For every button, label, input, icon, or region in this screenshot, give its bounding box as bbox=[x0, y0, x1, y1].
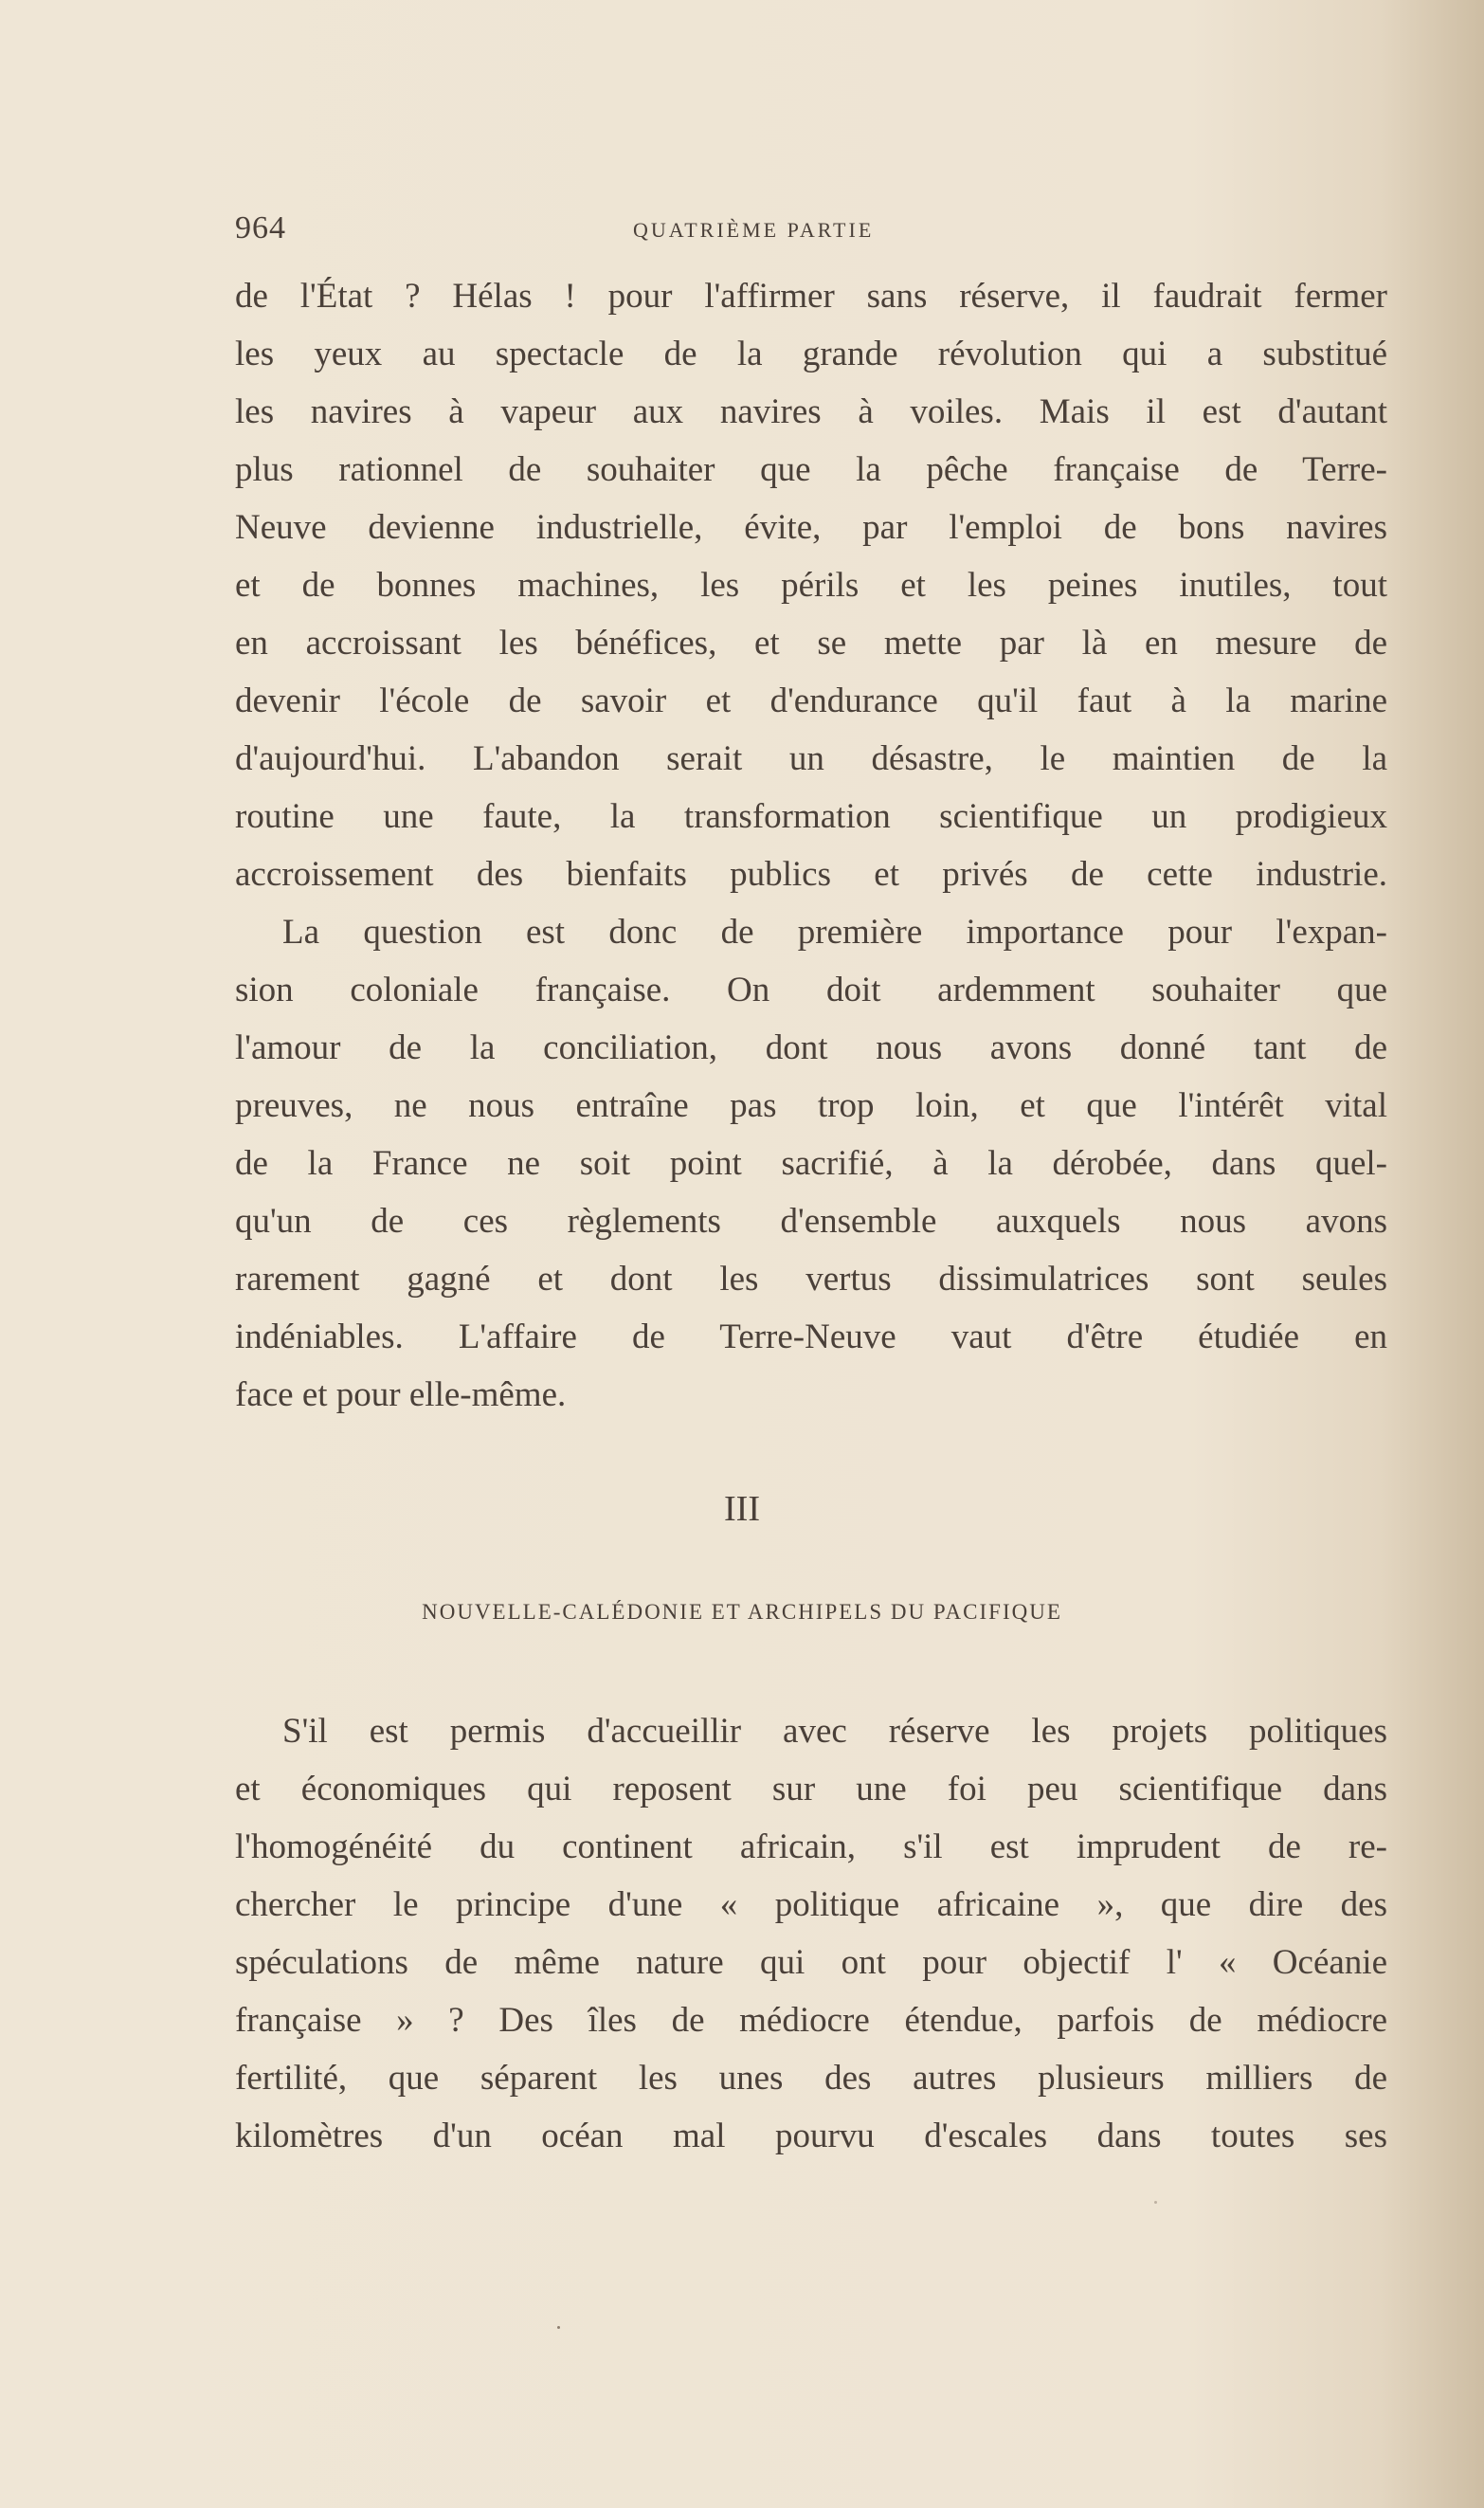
text-line: indéniables. L'affaire de Terre-Neuve vaut d'être étudiée en bbox=[235, 1318, 1387, 1356]
paragraph-1 bbox=[235, 267, 1387, 903]
text-line: d'aujourd'hui. L'abandon serait un désastre, le maintien de la bbox=[235, 739, 1387, 778]
text-line: sion coloniale française. On doit ardemment souhaiter que bbox=[235, 971, 1387, 1009]
text-line: les navires à vapeur aux navires à voiles. Mais il est d'autant bbox=[235, 392, 1387, 431]
text-line: l'amour de la conciliation, dont nous avons donné tant de bbox=[235, 1028, 1387, 1067]
page-number: 964 bbox=[235, 210, 286, 245]
text-line: routine une faute, la transformation scientifique un prodigieux bbox=[235, 797, 1387, 836]
text-line: en accroissant les bénéfices, et se mette par là en mesure de bbox=[235, 624, 1387, 663]
text-line: S'il est permis d'accueillir avec réserve les projets politiques bbox=[282, 1712, 1387, 1751]
section-number: III bbox=[724, 1489, 760, 1529]
text-line: et de bonnes machines, les périls et les peines inutiles, tout bbox=[235, 566, 1387, 605]
text-line: de la France ne soit point sacrifié, à la dérobée, dans quel- bbox=[235, 1144, 1387, 1183]
text-line: qu'un de ces règlements d'ensemble auxquels nous avons bbox=[235, 1202, 1387, 1241]
text-line: de l'État ? Hélas ! pour l'affirmer sans réserve, il faudrait fermer bbox=[235, 277, 1387, 316]
paper-speck bbox=[557, 2326, 560, 2329]
text-line: devenir l'école de savoir et d'endurance qu'il faut à la marine bbox=[235, 682, 1387, 720]
running-head: QUATRIÈME PARTIE bbox=[633, 218, 875, 242]
page-header bbox=[235, 210, 1391, 248]
text-line: plus rationnel de souhaiter que la pêche française de Terre- bbox=[235, 450, 1387, 489]
text-line: spéculations de même nature qui ont pour objectif l' « Océanie bbox=[235, 1943, 1387, 1982]
text-line: accroissement des bienfaits publics et privés de cette industrie. bbox=[235, 855, 1387, 894]
text-line: l'homogénéité du continent africain, s'il est imprudent de re- bbox=[235, 1827, 1387, 1866]
text-line: face et pour elle-même. bbox=[235, 1375, 567, 1414]
text-line: chercher le principe d'une « politique africaine », que dire des bbox=[235, 1885, 1387, 1924]
text-line: française » ? Des îles de médiocre étendue, parfois de médiocre bbox=[235, 2001, 1387, 2040]
text-line: rarement gagné et dont les vertus dissimulatrices sont seules bbox=[235, 1260, 1387, 1299]
text-line: les yeux au spectacle de la grande révolution qui a substitué bbox=[235, 335, 1387, 373]
text-line: La question est donc de première importance pour l'expan- bbox=[282, 913, 1387, 952]
paper-speck bbox=[1154, 2201, 1157, 2204]
text-line: kilomètres d'un océan mal pourvu d'escales dans toutes ses bbox=[235, 2117, 1387, 2155]
text-line: Neuve devienne industrielle, évite, par l'emploi de bons navires bbox=[235, 508, 1387, 547]
paragraph-2 bbox=[235, 903, 1387, 1424]
text-line: et économiques qui reposent sur une foi peu scientifique dans bbox=[235, 1770, 1387, 1808]
section-title: NOUVELLE-CALÉDONIE ET ARCHIPELS DU PACIFIQUE bbox=[422, 1600, 1062, 1624]
paragraph-3 bbox=[235, 1702, 1387, 2165]
text-line: preuves, ne nous entraîne pas trop loin, et que l'intérêt vital bbox=[235, 1086, 1387, 1125]
text-line: fertilité, que séparent les unes des autres plusieurs milliers de bbox=[235, 2059, 1387, 2098]
